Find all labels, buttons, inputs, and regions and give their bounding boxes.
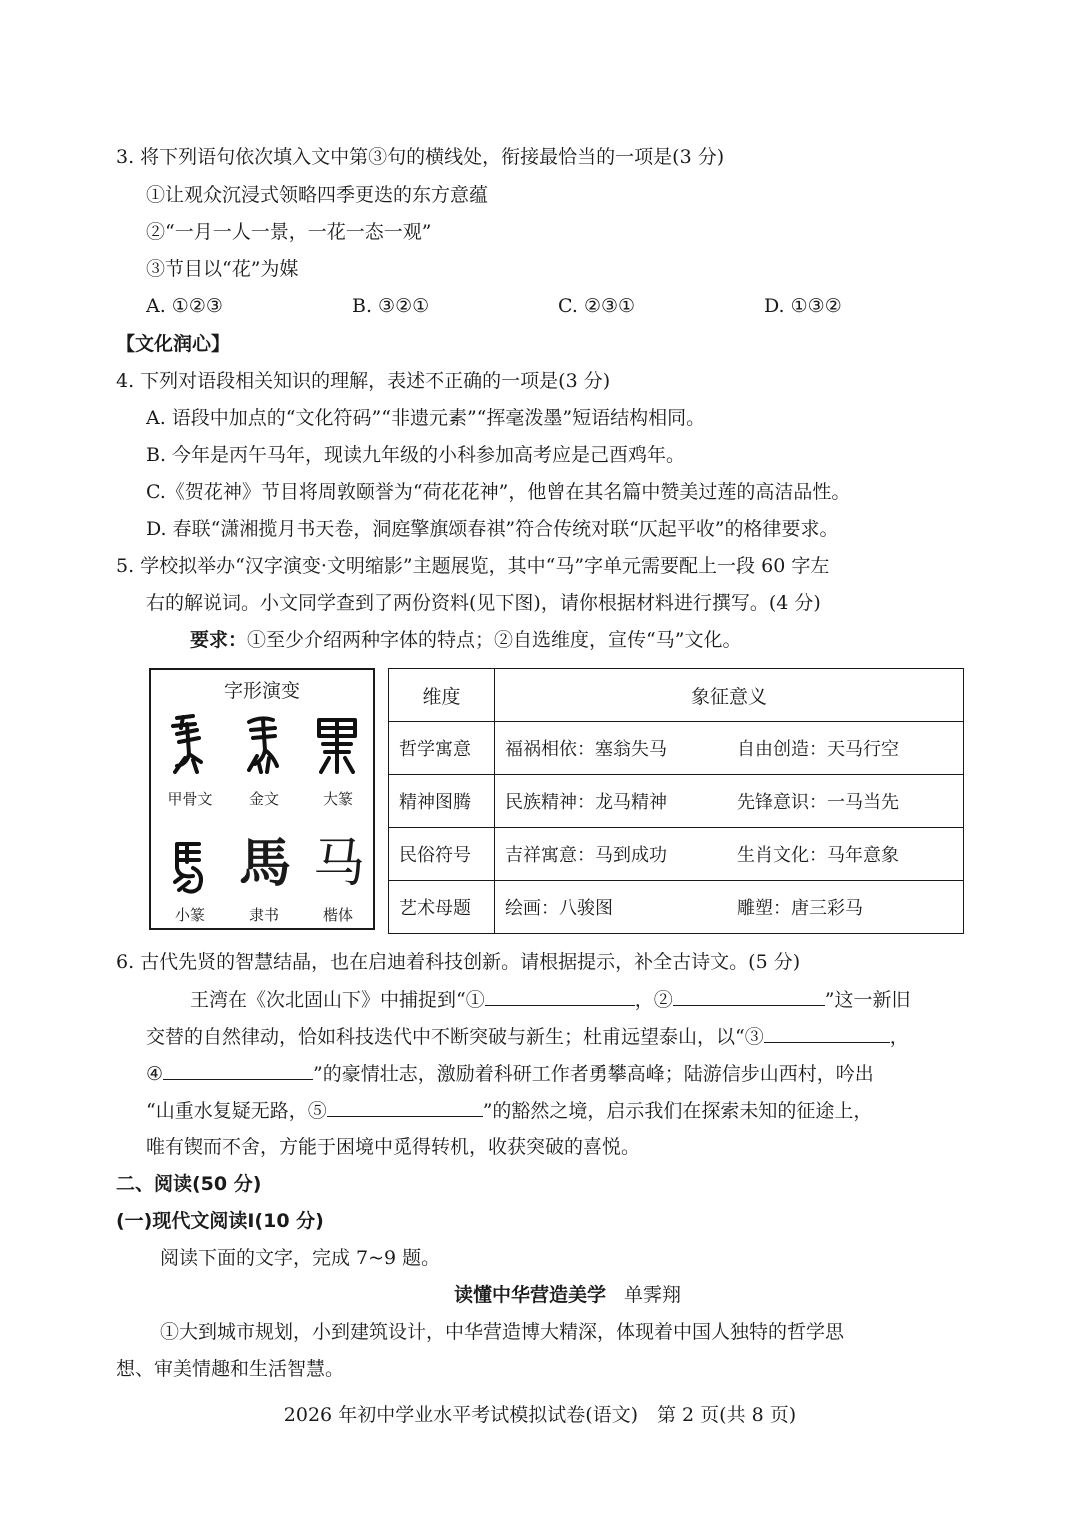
table-cell-meaning — [495, 775, 964, 828]
glyph-label-xiaozhuan: 小篆 — [174, 906, 205, 924]
table-cell-dimension: 哲学寓意 — [389, 722, 495, 775]
answer-blank-3[interactable] — [764, 1022, 890, 1043]
q3-item-1: ①让观众沉浸式领略四季更迭的东方意蕴 — [146, 184, 489, 206]
table-row — [389, 775, 964, 828]
article-title: 读懂中华营造美学 — [454, 1284, 607, 1306]
q5-requirement — [190, 626, 741, 654]
answer-blank-2[interactable] — [673, 985, 825, 1006]
q4-option-c: C.《贺花神》节目将周敦颐誉为“荷花花神”，他曾在其名篇中赞美过莲的高洁品性。 — [146, 481, 851, 503]
part2-instruction: 阅读下面的文字，完成 7~9 题。 — [160, 1247, 441, 1269]
part2-heading: 二、阅读(50 分) — [116, 1173, 262, 1195]
meaning-b: 生肖文化：马年意象 — [737, 845, 899, 866]
q6-text: ④ — [146, 1063, 164, 1085]
table-cell-meaning — [495, 722, 964, 775]
meaning-b: 先锋意识：一马当先 — [737, 792, 899, 813]
meaning-a: 民族精神：龙马精神 — [505, 792, 667, 813]
article-paragraph-1-line1: ①大到城市规划，小到建筑设计，中华营造博大精深，体现着中国人独特的哲学思 — [160, 1321, 845, 1343]
bronze-horse-glyph — [237, 714, 289, 776]
article-paragraph-1-line2: 想、审美情趣和生活智慧。 — [116, 1358, 345, 1380]
oracle-bone-horse-glyph — [163, 714, 215, 776]
q3-item-2: ②“一月一人一景，一花一态一观” — [146, 221, 432, 243]
glyph-label-dazhuan: 大篆 — [322, 790, 353, 808]
table-row — [389, 828, 964, 881]
glyph-evolution-title: 字形演变 — [223, 680, 300, 702]
answer-blank-1[interactable] — [485, 985, 635, 1006]
q3-option-b: B. ③②① — [352, 295, 430, 317]
table-cell-dimension: 民俗符号 — [389, 828, 495, 881]
q6-line3 — [146, 1059, 874, 1088]
glyph-label-jinwen: 金文 — [248, 790, 279, 808]
q3-item-3: ③节目以“花”为媒 — [146, 258, 299, 280]
table-row — [389, 722, 964, 775]
glyph-label-lishu: 隶书 — [248, 906, 279, 924]
q6-line4 — [146, 1096, 872, 1125]
part2-sub-heading: (一)现代文阅读Ⅰ(10 分) — [116, 1210, 324, 1232]
q6-text: 王湾在《次北固山下》中捕捉到“① — [190, 989, 485, 1011]
answer-blank-5[interactable] — [327, 1096, 483, 1117]
clerical-horse-glyph: 馬 — [238, 833, 291, 894]
regular-horse-glyph: 马 — [312, 834, 365, 894]
q6-stem: 6. 古代先贤的智慧结晶，也在启迪着科技创新。请根据提示，补全古诗文。(5 分) — [116, 951, 801, 973]
q6-line2 — [146, 1022, 909, 1051]
q3-option-d: D. ①③② — [764, 295, 842, 317]
table-header-row — [389, 669, 964, 722]
q4-option-a: A. 语段中加点的“文化符码”“非遗元素”“挥毫泼墨”短语结构相同。 — [146, 407, 706, 429]
q6-line5: 唯有锲而不舍，方能于困境中觅得转机，收获突破的喜悦。 — [146, 1136, 641, 1158]
q6-text: “山重水复疑无路，⑤ — [146, 1100, 327, 1122]
q6-text: ”的豁然之境，启示我们在探索未知的征途上， — [482, 1100, 873, 1122]
q6-text: ”这一新旧 — [824, 989, 911, 1011]
horse-symbolism-table — [388, 668, 964, 934]
table-header-meaning: 象征意义 — [495, 669, 964, 722]
meaning-a: 绘画：八骏图 — [505, 898, 613, 919]
glyph-evolution-figure — [149, 668, 375, 930]
table-row — [389, 881, 964, 934]
q6-text: 交替的自然律动，恰如科技迭代中不断突破与新生；杜甫远望泰山，以“③ — [146, 1026, 764, 1048]
q4-option-d: D. 春联“潇湘揽月书天卷，洞庭擎旗颂春祺”符合传统对联“仄起平收”的格律要求。 — [146, 518, 839, 540]
table-cell-dimension: 精神图腾 — [389, 775, 495, 828]
glyph-label-jiaguwen: 甲骨文 — [167, 790, 213, 808]
q6-text: ， — [889, 1026, 909, 1048]
table-cell-meaning — [495, 881, 964, 934]
answer-blank-4[interactable] — [163, 1059, 313, 1080]
great-seal-horse-glyph — [311, 714, 363, 776]
q3-option-c: C. ②③① — [558, 295, 636, 317]
meaning-a: 吉祥寓意：马到成功 — [505, 845, 667, 866]
table-header-dimension: 维度 — [389, 669, 495, 722]
small-seal-horse-glyph — [163, 838, 215, 896]
q5-stem-line1: 5. 学校拟举办“汉字演变·文明缩影”主题展览，其中“马”字单元需要配上一段 60 字左 — [116, 555, 830, 577]
q5-stem-line2: 右的解说词。小文同学查到了两份资料(见下图)，请你根据材料进行撰写。(4 分) — [146, 592, 821, 614]
page-footer: 2026 年初中学业水平考试模拟试卷(语文) 第 2 页(共 8 页) — [283, 1404, 797, 1426]
meaning-b: 自由创造：天马行空 — [737, 739, 899, 760]
meaning-a: 福祸相依：塞翁失马 — [505, 739, 667, 760]
q6-text: ”的豪情壮志，激励着科研工作者勇攀高峰；陆游信步山西村，吟出 — [313, 1063, 874, 1085]
glyph-label-kaiti: 楷体 — [322, 906, 353, 924]
q4-stem: 4. 下列对语段相关知识的理解，表述不正确的一项是(3 分) — [116, 370, 611, 392]
q5-requirement-label: 要求： — [190, 629, 248, 651]
meaning-b: 雕塑：唐三彩马 — [737, 898, 863, 919]
q4-option-b: B. 今年是丙午马年，现读九年级的小科参加高考应是己酉鸡年。 — [146, 444, 686, 466]
table-cell-dimension: 艺术母题 — [389, 881, 495, 934]
article-author: 单霁翔 — [624, 1284, 682, 1306]
q3-option-a: A. ①②③ — [146, 295, 223, 317]
q6-line1 — [190, 985, 910, 1014]
q3-stem: 3. 将下列语句依次填入文中第③句的横线处，衔接最恰当的一项是(3 分) — [116, 146, 725, 168]
article-title-line — [454, 1281, 681, 1309]
q6-text: ，② — [634, 989, 673, 1011]
q5-requirement-text: ①至少介绍两种字体的特点；②自选维度，宣传“马”文化。 — [247, 629, 742, 651]
section-heading-culture: 【文化润心】 — [116, 333, 231, 355]
table-cell-meaning — [495, 828, 964, 881]
